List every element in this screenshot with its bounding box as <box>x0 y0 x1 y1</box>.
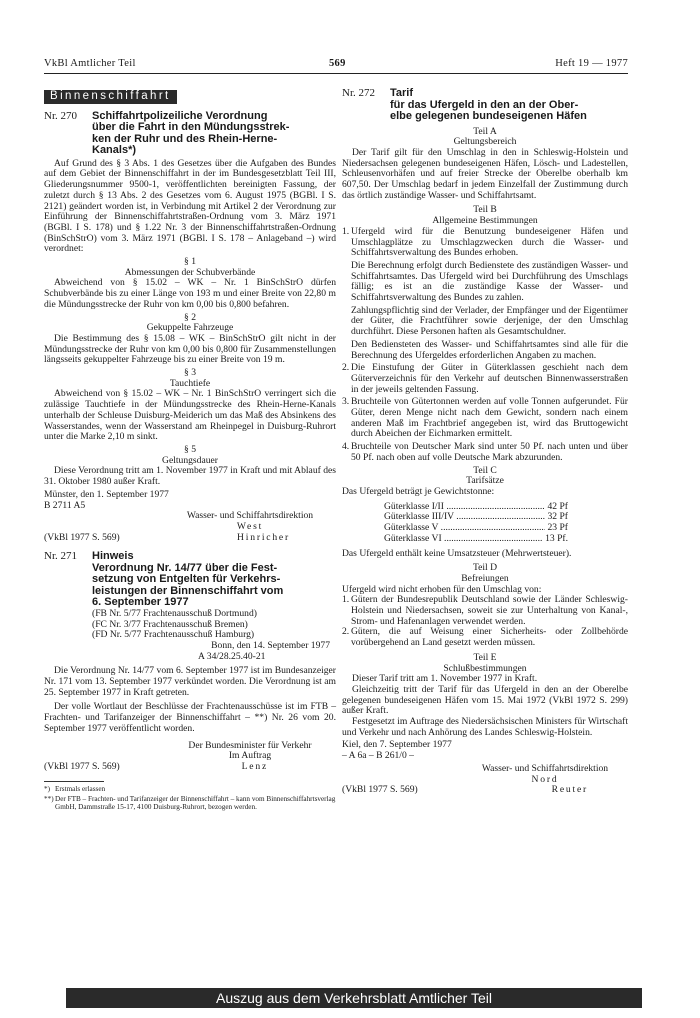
left-column <box>44 88 336 811</box>
header-rule <box>44 73 628 74</box>
paragraph: Abweichend von § 15.02 – WK – Nr. 1 BinSchStrO verringert sich die zulässige Tauchtiefe in der Mündungsstrecke des Rhein-Herne-Kanals unterhalb der Schleuse Duisburg-Meiderich um das Maß des Absinkens des Wasserstandes, wenn der Wasserstand am Rheinpegel in Duisburg-Ruhrort unter die Marke 2,10 m sinkt. <box>44 388 336 443</box>
entry-271-heading <box>44 551 336 609</box>
part-subheading: Geltungsbereich <box>453 136 517 148</box>
paragraph: Der Tarif gilt für den Umschlag in den in Schleswig-Holstein und Niedersachsen gelegenen bundeseigenen Häfen, Lösch- und Ladestellen, Schleusenvorhäfen und auf freier Strecke der Oberelbe oberhalb km 607,50. Der Umschlag bedarf in jedem Einzelfall der Zustimmung durch das örtlich zuständige Wasser- und Schiffahrtsamt. <box>342 146 628 201</box>
paragraph: Die Berechnung erfolgt durch Bedienstete des zuständigen Wasser- und Schiffahrtsamtes. Das Ufergeld wird bei Durchführung des Umschlags fällig; es ist an die zuständige Kasse der Wasser- und Schiffahrtsverwaltung des Bundes zu zahlen. <box>351 259 628 304</box>
paragraph: Die Bestimmung des § 15.08 – WK – BinSchStrO gilt nicht in der Mündungsstrecke der Ruhr von km 0,00 bis 0,800 für Zusammenstellungen längsseits gekuppelter Fahrzeuge bis zu einer Breite von 19 m. <box>44 332 336 366</box>
section-number: § 1 <box>184 256 196 268</box>
citation-line <box>44 533 336 544</box>
journal-title: VkBl Amtlicher Teil <box>44 58 136 69</box>
tariff-table <box>384 502 568 545</box>
list-item: 2. Gütern, die auf Weisung einer Sicherheits- oder Zollbehörde vorübergehend an Land gesetzt werden müssen. <box>342 626 628 649</box>
authority-region: Nord <box>531 773 559 785</box>
citation-line <box>44 762 336 773</box>
paragraph: Der volle Wortlaut der Beschlüsse der Frachtenausschüsse ist im FTB – Frachten- und Tarifanzeiger der Binnenschiffahrt – **) Nr. 26 vom 20. September 1977 veröffentlicht worden. <box>44 701 336 734</box>
section-title: Gekuppelte Fahrzeuge <box>146 322 234 334</box>
part-heading: Teil A <box>473 125 497 137</box>
paragraph: Diese Verordnung tritt am 1. November 1977 in Kraft und mit Ablauf des 31. Oktober 1980 außer Kraft. <box>44 465 336 488</box>
paragraph: Auf Grund des § 3 Abs. 1 des Gesetzes über die Aufgaben des Bundes auf dem Gebiet der Binnenschiffahrt in der im Bundesgesetzblatt Teil III, Gliederungsnummer 9500-1, veröffentlichten bereinigten Fassung, der zuletzt durch § 13 Abs. 2 des Gesetzes vom 6. August 1975 (BGBl. I S. 2121) geändert worden ist, in Verbindung mit Artikel 2 der Verordnung zur Einführung der Binnenschiffahrtstraßen-Ordnung vom 3. März 1971 (BGBl. I S. 178) und § 1.22 Nr. 3 der Binnenschiffahrtstraßen-Ordnung (BinSchStrO) vom 3. März 1971 (BGBl. I S. 178 – Anlageband –) wird verordnet: <box>44 157 336 255</box>
citation-line <box>342 785 628 796</box>
signer: Lenz <box>241 760 268 772</box>
entry-title: Tarif für das Ufergeld in den an der Ober- elbe gelegenen bundeseigenen Häfen <box>390 87 587 122</box>
place-date: Münster, den 1. September 1977 <box>44 488 169 500</box>
paragraph: Die Verordnung Nr. 14/77 vom 6. September 1977 ist im Bundesanzeiger Nr. 171 vom 13. September 1977 verkündet worden. Die Verordnung ist am 25. September 1977 in Kraft getreten. <box>44 665 336 698</box>
entry-title: Schiffahrtpolizeiliche Verordnung über die Fahrt in den Mündungsstrek- ken der Ruhr und des Rhein-Herne- Kanals*) <box>92 109 290 157</box>
section-number: § 5 <box>184 443 196 455</box>
part-subheading: Schlußbestimmungen <box>443 662 527 674</box>
signer: Hinricher <box>237 531 290 543</box>
section-number: § 2 <box>184 311 196 323</box>
part-subheading: Allgemeine Bestimmungen <box>432 215 538 227</box>
reference: A 34/28.25.40-21 <box>198 650 266 662</box>
entry-number: Nr. 272 <box>342 87 375 99</box>
citation: (VkBl 1977 S. 569) <box>44 531 120 543</box>
entry-title: Hinweis Verordnung Nr. 14/77 über die Fest- setzung von Entgelten für Verkehrs- leistungen der Binnenschiffahrt vom 6. September 1977 <box>92 550 284 609</box>
issue-label: Heft 19 — 1977 <box>555 58 628 69</box>
list-item: 4. Bruchteile von Deutscher Mark sind unter 50 Pf. nach unten und über 50 Pf. nach oben auf volle Deutsche Mark abzurunden. <box>342 441 628 463</box>
part-heading: Teil D <box>472 562 498 574</box>
entry-270-heading <box>44 111 336 157</box>
entry-272-heading <box>342 88 628 123</box>
part-heading: Teil E <box>473 651 497 663</box>
citation: (VkBl 1977 S. 569) <box>342 784 418 796</box>
fb-line: (FB Nr. 5/77 Frachtenausschuß Dortmund) <box>92 607 257 619</box>
section-heading: Binnenschiffahrt <box>44 90 177 104</box>
paragraph: Ufergeld wird nicht erhoben für den Umschlag von: <box>342 583 542 595</box>
paragraph: Abweichend von § 15.02 – WK – Nr. 1 BinSchStrO dürfen Schubverbände bis zu einer Länge von 193 m und einer Breite von 22,80 m die Mündungsstrecke der Ruhr von km 0,00 bis 0,800 befahren. <box>44 277 336 310</box>
fb-line: (FD Nr. 5/77 Frachtenausschuß Hamburg) <box>92 629 255 641</box>
tariff-row: Güterklasse VI ..... 13 Pf. <box>384 534 568 545</box>
section-title: Geltungsdauer <box>162 454 218 466</box>
paragraph: Gleichzeitig tritt der Tarif für das Ufergeld in den an der Oberelbe gelegenen bundeseigenen Häfen vom 15. Mai 1972 (VkBl 1972 S. 299) außer Kraft. <box>342 683 628 717</box>
list-item: 3. Bruchteile von Gütertonnen werden auf volle Tonnen aufgerundet. Für Güter, deren Menge nicht nach dem Gewicht, sondern nach einem anderen Maß im Frachtbrief angegeben ist, wird das Bruttogewicht durch Abeichen der Eichmarken ermittelt. <box>342 396 628 440</box>
reference: B 2711 A5 <box>44 499 86 511</box>
section-title: Tauchtiefe <box>169 377 211 389</box>
page-number: 569 <box>329 58 346 69</box>
tariff-row: Güterklasse V ..... 23 Pf <box>384 523 568 534</box>
paragraph: Dieser Tarif tritt am 1. November 1977 in Kraft. <box>352 673 538 685</box>
tariff-row: Güterklasse I/II ..... 42 Pf <box>384 502 568 513</box>
part-subheading: Befreiungen <box>461 572 509 584</box>
part-heading: Teil B <box>473 204 497 216</box>
footnote: *) Erstmals erlassen <box>44 784 106 793</box>
entry-number: Nr. 270 <box>44 109 77 122</box>
paragraph: Den Bediensteten des Wasser- und Schiffahrtsamtes sind alle für die Berechnung des Ufergeldes erforderlichen Angaben zu machen. <box>351 338 628 361</box>
tariff-row: Güterklasse III/IV ..... 32 Pf <box>384 512 568 523</box>
footnote-rule <box>44 781 104 782</box>
entry-number: Nr. 271 <box>44 550 77 563</box>
citation: (VkBl 1977 S. 569) <box>44 760 120 772</box>
authority: Wasser- und Schiffahrtsdirektion <box>186 510 314 522</box>
footnote: **) Der FTB – Frachten- und Tarifanzeiger der Binnenschiffahrt – kann vom Binnenschiffahrtsverlag GmbH, Dammstraße 15-17, 4100 Duisburg-Ruhrort, bezogen werden. <box>44 794 336 812</box>
page-header <box>44 58 628 72</box>
list-item: 1. Gütern der Bundesrepublik Deutschland sowie der Länder Schleswig-Holstein und Niedersachsen, soweit sie zur Unterhaltung von Kanal-, Strom- und Hafenanlagen verwendet werden. <box>342 594 628 627</box>
section-number: § 3 <box>184 367 196 379</box>
reference: – A 6a – B 261/0 – <box>342 750 414 762</box>
paragraph: Das Ufergeld enthält keine Umsatzsteuer (Mehrwertsteuer). <box>342 547 572 559</box>
part-heading: Teil C <box>473 464 497 476</box>
authority-region: West <box>236 520 264 532</box>
footnotes <box>44 785 336 812</box>
authority-note: Im Auftrag <box>228 750 272 762</box>
place-date: Bonn, den 14. September 1977 <box>211 639 330 651</box>
footer-banner: Auszug aus dem Verkehrsblatt Amtlicher Teil <box>66 988 642 1008</box>
list-item: 1. Ufergeld wird für die Benutzung bundeseigener Häfen und Umschlagplätze zu Umschlagzwecken durch die Wasser- und Schiffahrtsverwaltung des Bundes erhoben. <box>342 225 628 259</box>
part-subheading: Tarifsätze <box>466 475 504 487</box>
right-column <box>342 88 628 796</box>
fb-line: (FC Nr. 3/77 Frachtenausschuß Bremen) <box>92 618 248 630</box>
paragraph: Das Ufergeld beträgt je Gewichtstonne: <box>342 486 495 497</box>
authority: Wasser- und Schiffahrtsdirektion <box>481 762 609 774</box>
authority: Der Bundesminister für Verkehr <box>188 739 312 751</box>
list-item: 2. Die Einstufung der Güter in Güterklassen geschieht nach dem Güterverzeichnis für den Verkehr auf deutschen Binnenwasserstraßen in der jeweils geltenden Fassung. <box>342 362 628 395</box>
paragraph: Zahlungspflichtig sind der Verlader, der Empfänger und der Eigentümer der Güter, die Frachtführer sowie derjenige, der den Umschlag durchführt. Diese Personen haften als Gesamtschuldner. <box>351 304 628 338</box>
section-title: Abmessungen der Schubverbände <box>124 266 256 278</box>
place-date: Kiel, den 7. September 1977 <box>342 739 452 751</box>
paragraph: Festgesetzt im Auftrage des Niedersächsischen Ministers für Wirtschaft und Verkehr und nach Anhörung des Landes Schleswig-Holstein. <box>342 716 628 738</box>
signer: Reuter <box>551 784 588 796</box>
